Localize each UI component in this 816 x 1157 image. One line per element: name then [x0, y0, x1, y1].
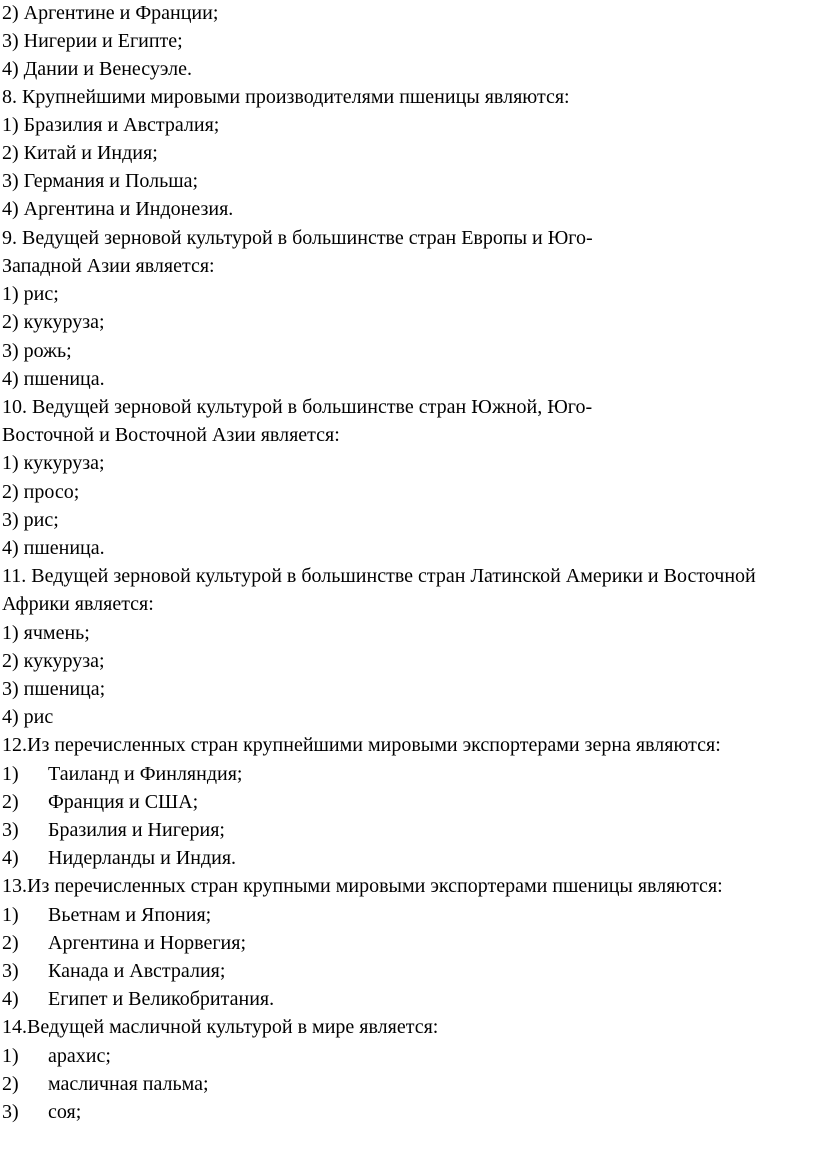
- option-number: 2): [2, 932, 19, 954]
- option-text: масличная пальма;: [48, 1073, 209, 1095]
- q14-option-2: [2, 1072, 209, 1096]
- option-number: 4): [2, 988, 19, 1010]
- q13-option-3: [2, 959, 225, 983]
- option-number: 3): [2, 1101, 19, 1123]
- q12-option-3: [2, 818, 225, 842]
- option-number: 3): [2, 960, 19, 982]
- q9-option-2: 2) кукуруза;: [2, 311, 105, 333]
- option-number: 1): [2, 904, 19, 926]
- option-text: соя;: [48, 1101, 82, 1123]
- q13-option-4: [2, 987, 274, 1011]
- option-text: Вьетнам и Япония;: [48, 904, 212, 926]
- q11-question-line1: 11. Ведущей зерновой культурой в большинстве стран Латинской Америки и Восточной: [2, 565, 756, 587]
- q8-option-2: 2) Китай и Индия;: [2, 142, 158, 164]
- option-text: Таиланд и Финляндия;: [48, 763, 243, 785]
- option-number: 1): [2, 1045, 19, 1067]
- option-text: Бразилия и Нигерия;: [48, 819, 225, 841]
- q9-question-line1: 9. Ведущей зерновой культурой в большинстве стран Европы и Юго-: [2, 227, 593, 249]
- q10-option-2: 2) просо;: [2, 481, 80, 503]
- option-number: 2): [2, 1073, 19, 1095]
- q12-question: 12.Из перечисленных стран крупнейшими мировыми экспортерами зерна являются:: [2, 734, 721, 756]
- q8-option-3: 3) Германия и Польша;: [2, 170, 199, 192]
- q11-question-line2: Африки является:: [2, 593, 154, 615]
- option-text: Египет и Великобритания.: [48, 988, 275, 1010]
- q12-option-2: [2, 790, 198, 814]
- option-number: 1): [2, 763, 19, 785]
- q11-option-2: 2) кукуруза;: [2, 650, 105, 672]
- q14-option-1: [2, 1044, 111, 1068]
- q12-option-4: [2, 846, 236, 870]
- q9-option-1: 1) рис;: [2, 283, 59, 305]
- q14-option-3: [2, 1100, 81, 1124]
- q7-option-3: 3) Нигерии и Египте;: [2, 30, 183, 52]
- q8-option-1: 1) Бразилия и Австралия;: [2, 114, 220, 136]
- q9-option-4: 4) пшеница.: [2, 368, 105, 390]
- option-text: Аргентина и Норвегия;: [48, 932, 246, 954]
- q10-question-line1: 10. Ведущей зерновой культурой в большинстве стран Южной, Юго-: [2, 396, 593, 418]
- q10-question-line2: Восточной и Восточной Азии является:: [2, 424, 340, 446]
- option-text: Франция и США;: [48, 791, 199, 813]
- q11-option-1: 1) ячмень;: [2, 622, 90, 644]
- option-text: Канада и Австралия;: [48, 960, 226, 982]
- q13-option-2: [2, 931, 246, 955]
- q10-option-4: 4) пшеница.: [2, 537, 105, 559]
- option-number: 4): [2, 847, 19, 869]
- q8-option-4: 4) Аргентина и Индонезия.: [2, 198, 234, 220]
- q10-option-1: 1) кукуруза;: [2, 452, 105, 474]
- q14-question: 14.Ведущей масличной культурой в мире является:: [2, 1016, 439, 1038]
- q7-option-2: 2) Аргентине и Франции;: [2, 2, 219, 24]
- q11-option-3: 3) пшеница;: [2, 678, 106, 700]
- option-number: 3): [2, 819, 19, 841]
- option-text: Нидерланды и Индия.: [48, 847, 237, 869]
- q11-option-4: 4) рис: [2, 706, 54, 728]
- q7-option-4: 4) Дании и Венесуэле.: [2, 58, 192, 80]
- option-number: 2): [2, 791, 19, 813]
- option-text: арахис;: [48, 1045, 111, 1067]
- q13-option-1: [2, 903, 211, 927]
- q9-option-3: 3) рожь;: [2, 340, 72, 362]
- q10-option-3: 3) рис;: [2, 509, 59, 531]
- q12-option-1: [2, 762, 242, 786]
- q9-question-line2: Западной Азии является:: [2, 255, 215, 277]
- q13-question: 13.Из перечисленных стран крупными мировыми экспортерами пшеницы являются:: [2, 875, 723, 897]
- q8-question: 8. Крупнейшими мировыми производителями пшеницы являются:: [2, 86, 570, 108]
